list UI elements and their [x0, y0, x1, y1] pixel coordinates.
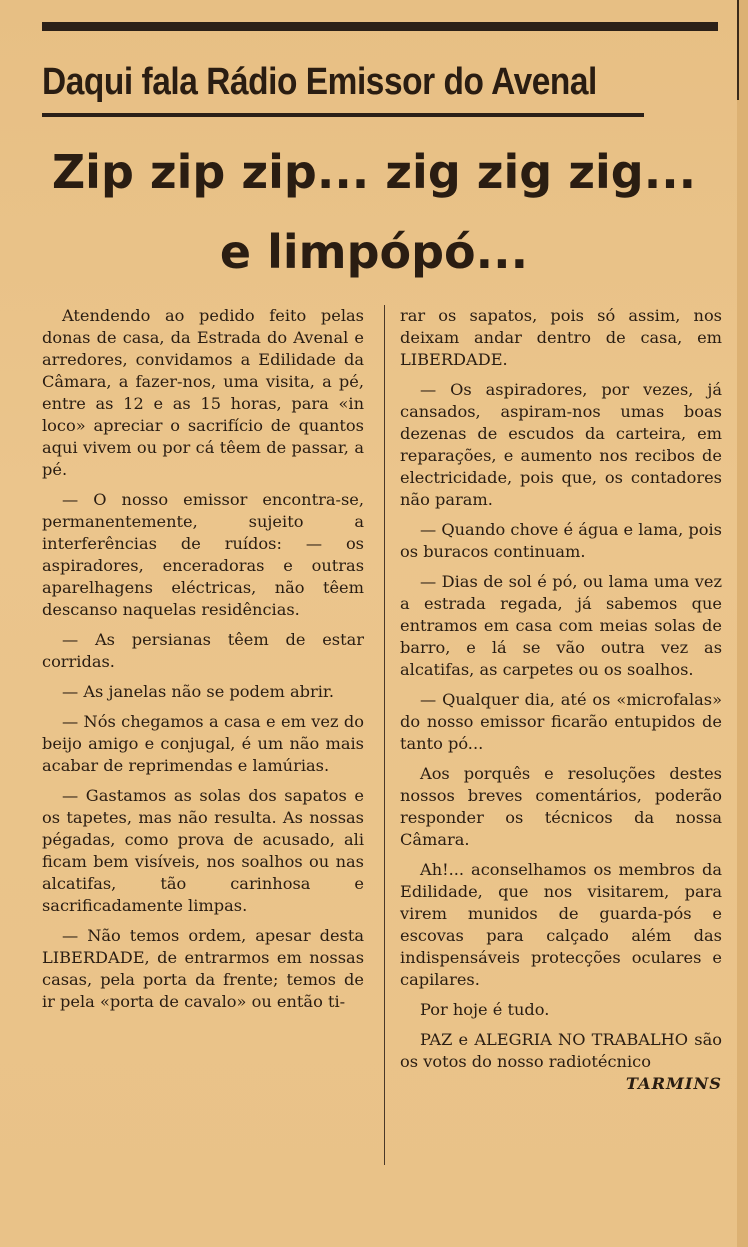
signoff	[400, 1029, 722, 1093]
paragraph: Aos porquês e resoluções destes nossos breves comentários, poderão responder os técnicos da nossa Câmara.	[400, 764, 722, 849]
article-title-line-2: e limpópó...	[219, 225, 529, 279]
paragraph: — As janelas não se podem abrir.	[62, 682, 335, 701]
paragraph: Por hoje é tudo.	[420, 1000, 550, 1019]
paragraph: — Nós chegamos a casa e em vez do beijo amigo e conjugal, é um não mais acabar de reprimendas e lamúrias.	[42, 712, 364, 775]
paragraph: — Qualquer dia, até os «microfalas» do nosso emissor ficarão entupidos de tanto pó...	[400, 690, 722, 753]
article-column-right	[400, 305, 722, 1095]
article-column-left	[42, 305, 364, 1021]
paragraph: Ah!... aconselhamos os membros da Edilidade, que nos visitarem, para virem munidos de guarda-pós e escovas para calçado além das indispensáveis protecções oculares e capilares.	[400, 860, 722, 989]
paragraph: — Quando chove é água e lama, pois os buracos continuam.	[400, 520, 722, 561]
paragraph-continuation: rar os sapatos, pois só assim, nos deixam andar dentro de casa, em LIBERDADE.	[400, 306, 722, 369]
paragraph: — Os aspiradores, por vezes, já cansados, aspiram-nos umas boas dezenas de escudos da carteira, em reparações, e aumento nos recibos de electricidade, pois que, os contadores não param.	[400, 380, 722, 509]
paragraph: — Dias de sol é pó, ou lama uma vez a estrada regada, já sabemos que entramos em casa com meias solas de barro, e lá se vão outra vez as alcatifas, as carpetes ou os soalhos.	[400, 572, 722, 679]
column-divider	[384, 305, 385, 1165]
paragraph: — As persianas têem de estar corridas.	[42, 630, 364, 671]
article-title-line-1: Zip zip zip... zig zig zig...	[51, 145, 697, 199]
page-edge	[737, 0, 748, 1247]
section-headline: Daqui fala Rádio Emissor do Avenal	[42, 61, 597, 103]
paragraph: Atendendo ao pedido feito pelas donas de casa, da Estrada do Avenal e arredores, convidamos a Edilidade da Câmara, a fazer-nos, uma visita, a pé, entre as 12 e as 15 horas, para «in loco» apreciar o sacrifício de quantos aqui vivem ou por cá têem de passar, a pé.	[42, 306, 364, 479]
top-rule	[42, 22, 718, 31]
author-signature: TARMINS	[625, 1074, 722, 1093]
headline-rule	[42, 113, 644, 117]
paragraph: — Não temos ordem, apesar desta LIBERDADE, de entrarmos em nossas casas, pela porta da frente; temos de ir pela «porta de cavalo» ou então ti-	[42, 926, 364, 1011]
paragraph: — Gastamos as solas dos sapatos e os tapetes, mas não resulta. As nossas pégadas, como prova de acusado, ali ficam bem visíveis, nos soalhos ou nas alcatifas, tão carinhosa e sacrificadamente limpas.	[42, 786, 364, 915]
signoff-text: PAZ e ALEGRIA NO TRABALHO são os votos do nosso radiotécnico	[400, 1030, 722, 1071]
paragraph: — O nosso emissor encontra-se, permanentemente, sujeito a interferências de ruídos: — os aspiradores, enceradoras e outras aparelhagens eléctricas, não têem descanso naquelas residências.	[42, 490, 364, 619]
